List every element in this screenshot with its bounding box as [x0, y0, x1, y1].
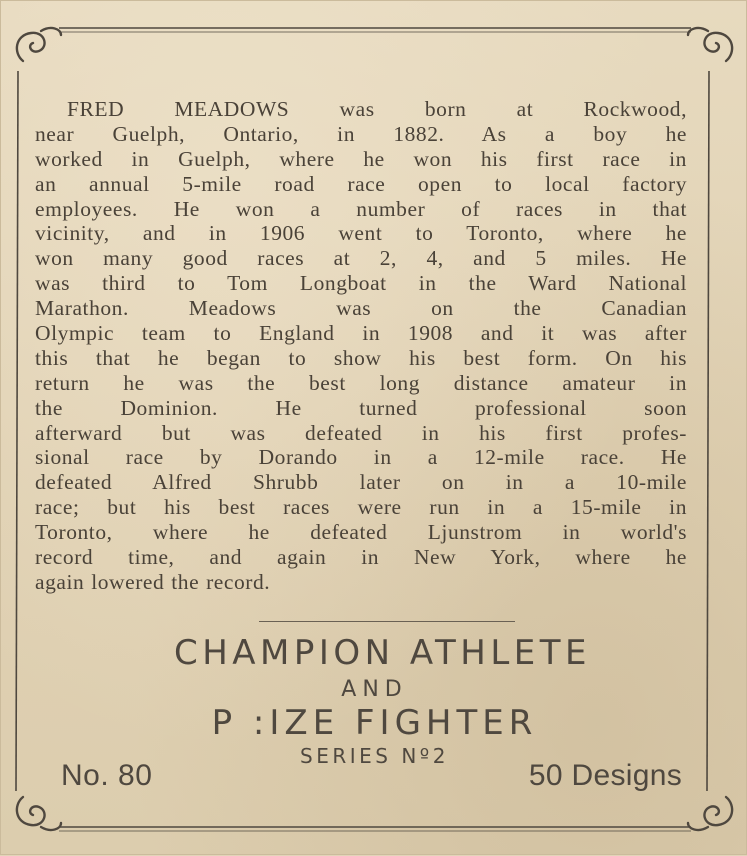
bio-line: race; but his best races were run in a 15-mile in [35, 495, 687, 520]
bio-line: an annual 5-mile road race open to local factory [35, 171, 687, 196]
divider-rule [259, 621, 515, 622]
heading-champion-athlete: CHAMPION ATHLETE [173, 633, 592, 673]
corner-scroll-bottom-left [17, 797, 61, 830]
bio-line: Marathon. Meadows was on the Canadian [35, 296, 687, 321]
bio-line: FRED MEADOWS was born at Rockwood, [67, 97, 687, 121]
heading-series-number: SERIES Nº2 [300, 744, 449, 768]
bio-line: this that he began to show his best form. On his [35, 345, 687, 370]
bio-line: the Dominion. He turned professional soon [35, 395, 687, 420]
bio-line: sional race by Dorando in a 12-mile race. He [35, 445, 687, 470]
bio-line: defeated Alfred Shrubb later on in a 10-mile [35, 470, 687, 495]
corner-scroll-top-right [688, 28, 732, 61]
bio-line: vicinity, and in 1906 went to Toronto, where he [35, 221, 687, 246]
bio-line: worked in Guelph, where he won his first race in [35, 146, 687, 171]
bio-line: Toronto, where he defeated Ljunstrom in world's [35, 520, 687, 545]
corner-scroll-top-left [17, 28, 61, 61]
biography-text [35, 97, 687, 595]
heading-and: AND [341, 677, 408, 702]
bio-line: return he was the best long distance amateur in [35, 370, 687, 395]
heading-prize-fighter: P :IZE FIGHTER [211, 703, 538, 743]
bio-line: was third to Tom Longboat in the Ward National [35, 271, 687, 296]
corner-scroll-bottom-right [688, 797, 732, 830]
bio-line: again lowered the record. [35, 569, 271, 594]
designs-count: 50 Designs [528, 759, 682, 792]
bio-line: record time, and again in New York, where he [35, 545, 687, 570]
bio-line: employees. He won a number of races in that [35, 196, 687, 221]
bio-line: near Guelph, Ontario, in 1882. As a boy he [35, 121, 687, 146]
card-number: No. 80 [61, 759, 153, 792]
bio-line: Olympic team to England in 1908 and it was after [35, 321, 687, 346]
bio-line: afterward but was defeated in his first profes- [35, 420, 687, 445]
bio-line: won many good races at 2, 4, and 5 miles. He [35, 246, 687, 271]
